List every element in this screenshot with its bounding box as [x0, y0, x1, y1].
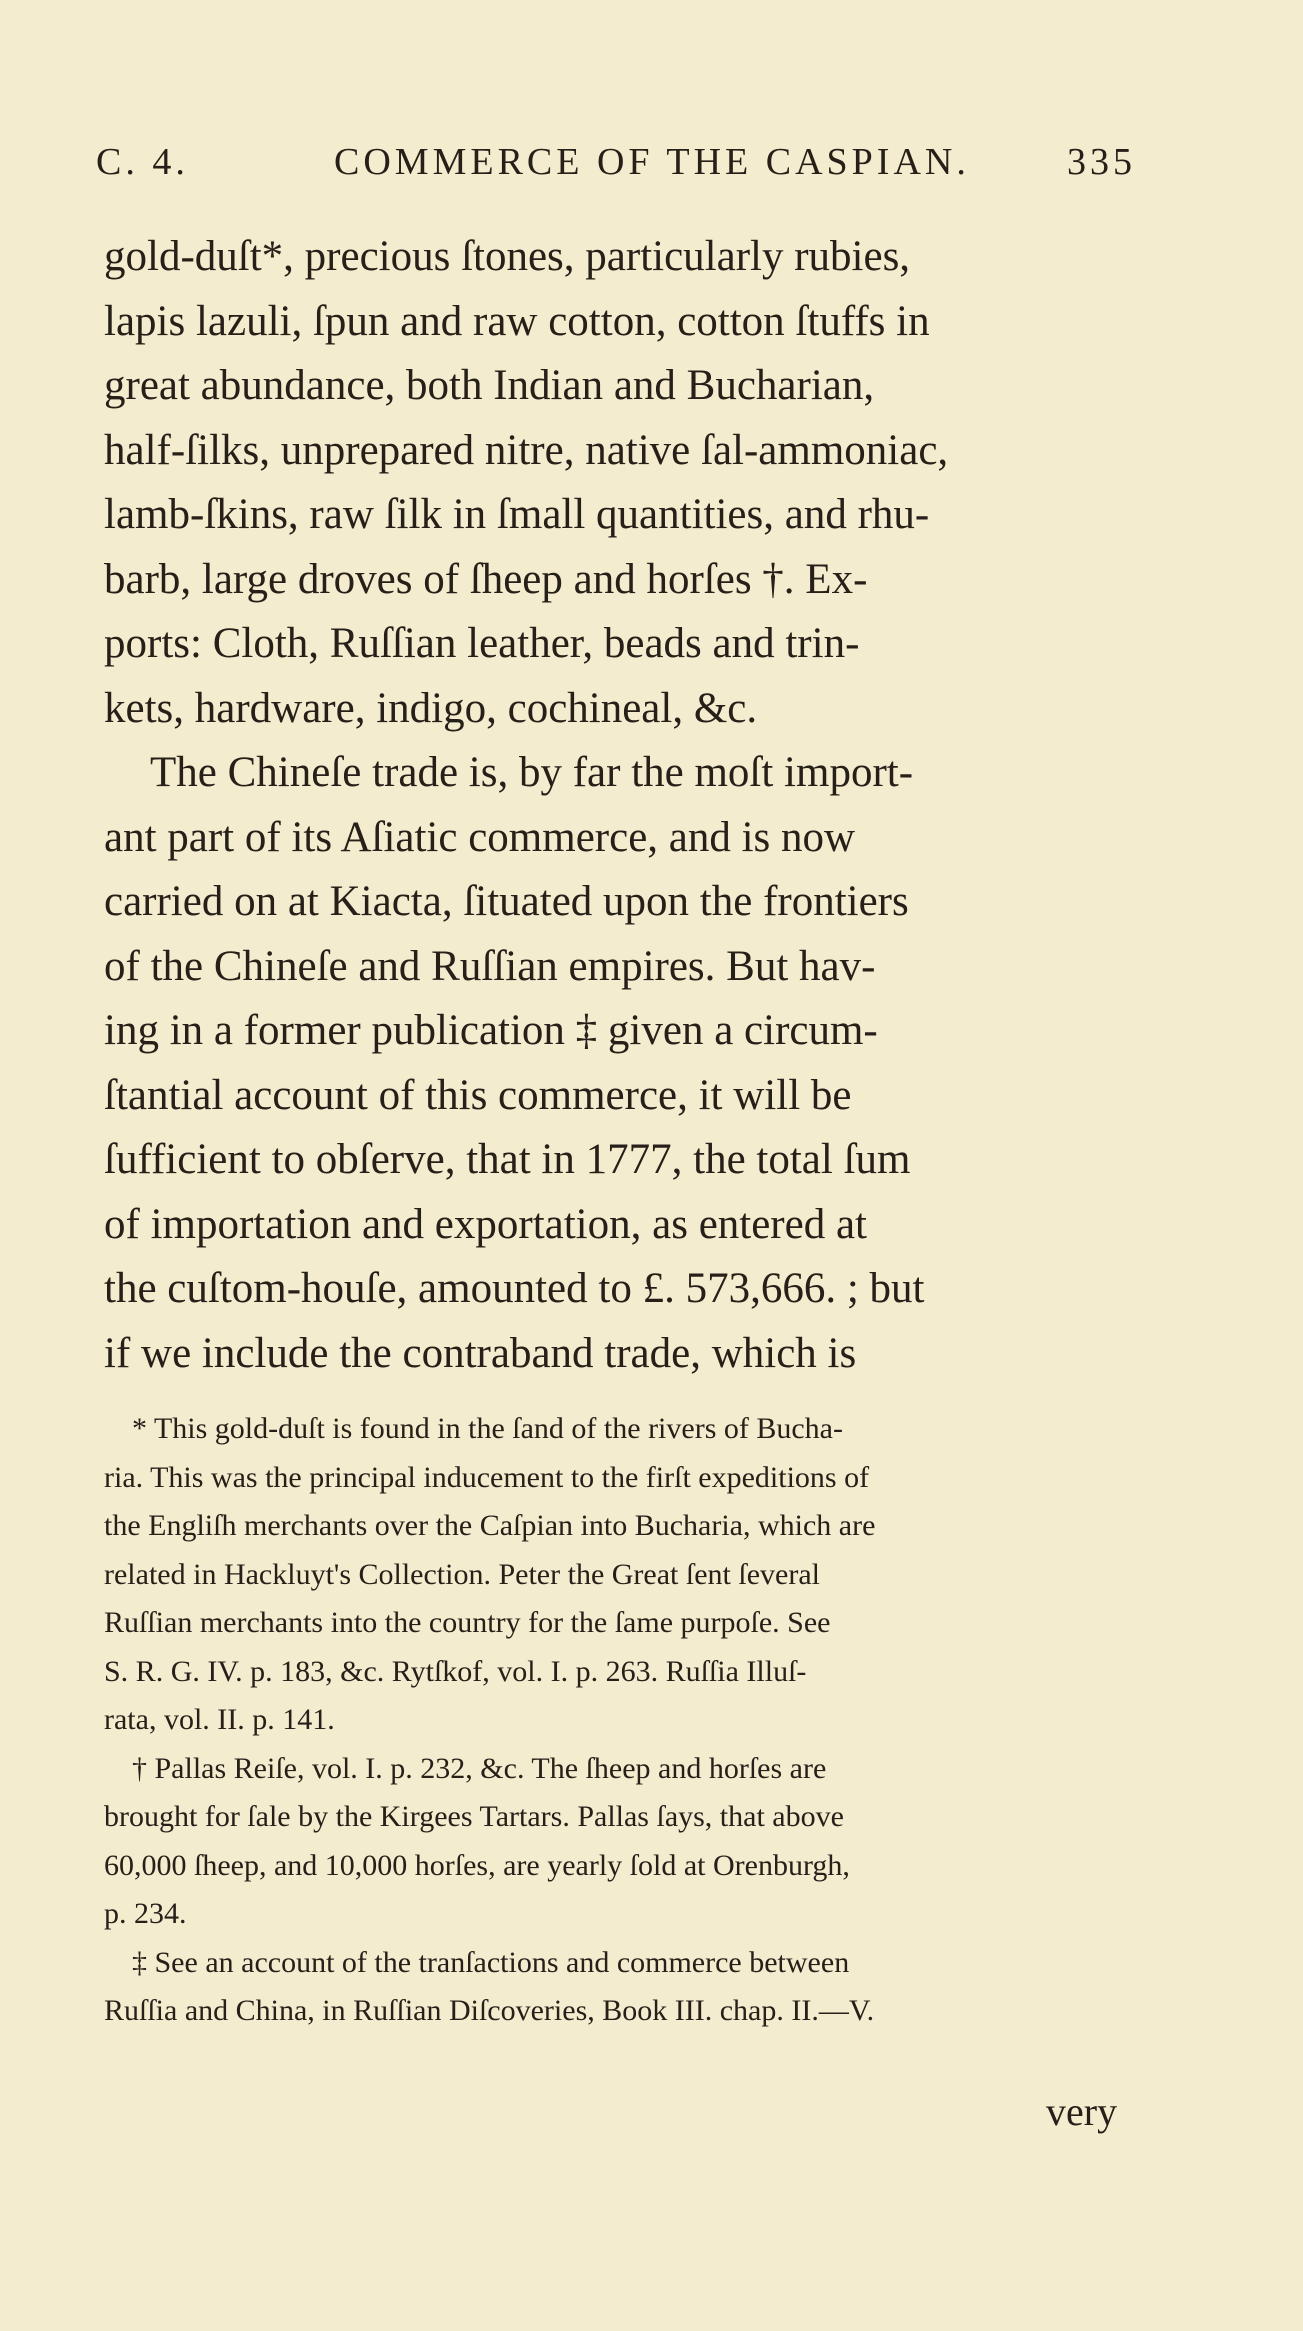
page-number: 335 [1067, 141, 1136, 183]
body-line: lamb-ſkins, raw ſilk in ſmall quantities, and rhu- [104, 491, 930, 538]
body-line: gold-duſt*, precious ſtones, particularly rubies, [104, 233, 911, 280]
footnote-line: p. 234. [104, 1897, 187, 1930]
footnote-line: ‡ See an account of the tranſactions and commerce between [132, 1945, 850, 1979]
body-line: ſufficient to obſerve, that in 1777, the total ſum [104, 1136, 911, 1183]
footnotes [104, 1405, 1134, 2036]
body-line: ant part of its Aſiatic commerce, and is now [104, 813, 856, 861]
body-line: barb, large droves of ſheep and horſes †. Ex- [104, 555, 868, 603]
body-line: of the Chineſe and Ruſſian empires. But hav- [104, 942, 876, 990]
footnote-line: S. R. G. IV. p. 183, &c. Rytſkof, vol. I. p. 263. Ruſſia Illuſ- [104, 1654, 807, 1688]
running-title: COMMERCE OF THE CASPIAN. [334, 141, 970, 183]
body-text [104, 225, 1134, 1386]
body-line: kets, hardware, indigo, cochineal, &c. [104, 684, 758, 732]
body-line: if we include the contraband trade, which is [104, 1329, 857, 1377]
chapter-label: C. 4. [96, 141, 189, 183]
body-line: ing in a former publication ‡ given a circum- [104, 1007, 878, 1054]
body-line: half-ſilks, unprepared nitre, native ſal-ammoniac, [104, 426, 949, 474]
footnote-line: * This gold-duſt is found in the ſand of the rivers of Bucha- [132, 1412, 843, 1445]
body-line: carried on at Kiacta, ſituated upon the frontiers [104, 878, 909, 925]
footnote-line: the Engliſh merchants over the Caſpian into Bucharia, which are [104, 1509, 876, 1542]
body-line: of importation and exportation, as entered at [104, 1200, 867, 1248]
body-line: The Chineſe trade is, by far the moſt import- [150, 749, 914, 796]
running-header [96, 140, 1136, 200]
footnote-line: Ruſſia and China, in Ruſſian Diſcoveries, Book III. chap. II.—V. [104, 1994, 875, 2027]
body-line: lapis lazuli, ſpun and raw cotton, cotton ſtuffs in [104, 297, 930, 345]
body-line: the cuſtom-houſe, amounted to £. 573,666. ; but [104, 1265, 925, 1312]
footnote-line: rata, vol. II. p. 141. [104, 1703, 335, 1736]
body-line: great abundance, both Indian and Bucharian, [104, 362, 875, 409]
body-line: ſtantial account of this commerce, it will be [104, 1071, 852, 1119]
footnote-line: 60,000 ſheep, and 10,000 horſes, are yearly ſold at Orenburgh, [104, 1848, 850, 1882]
body-line: ports: Cloth, Ruſſian leather, beads and trin- [104, 620, 860, 667]
footnote-line: related in Hackluyt's Collection. Peter the Great ſent ſeveral [104, 1557, 820, 1591]
footnote-line: Ruſſian merchants into the country for the ſame purpoſe. See [104, 1606, 831, 1639]
footnote-line: brought for ſale by the Kirgees Tartars. Pallas ſays, that above [104, 1800, 844, 1833]
catchword: very [1046, 2089, 1118, 2134]
footnote-line: † Pallas Reiſe, vol. I. p. 232, &c. The ſheep and horſes are [132, 1751, 827, 1785]
footnote-line: ria. This was the principal inducement to the firſt expeditions of [104, 1460, 870, 1494]
